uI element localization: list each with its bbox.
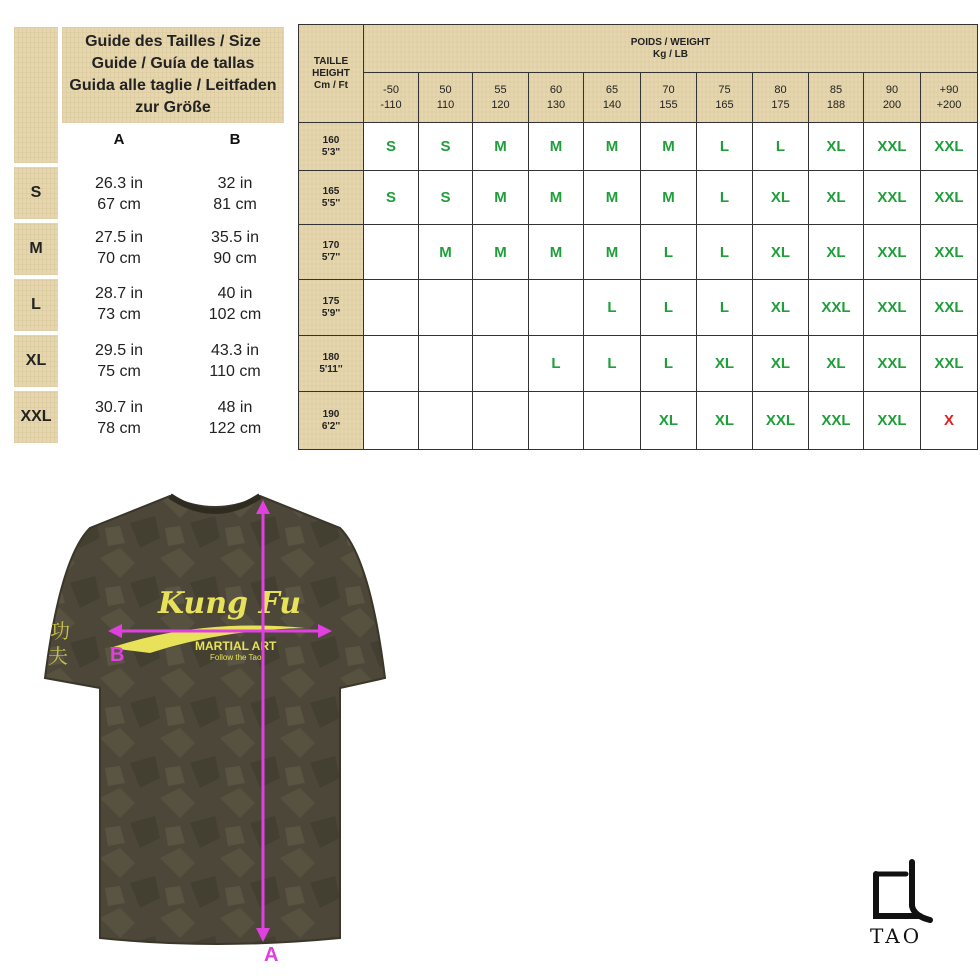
size-cell: XL: [809, 225, 864, 280]
size-cell: S: [419, 171, 473, 225]
guide-col-a-header: A: [113, 131, 125, 148]
print-tagline: Follow the Tao: [210, 653, 262, 662]
height-weight-table: [298, 24, 978, 450]
guide-b-value: 43.3 in 110 cm: [209, 342, 261, 380]
size-cell: XL: [753, 280, 809, 336]
size-cell: L: [641, 280, 697, 336]
guide-title-line: Guide des Tailles / Size: [85, 33, 261, 50]
size-cell: XXL: [864, 280, 921, 336]
size-guide: [14, 27, 284, 447]
size-cell: XL: [697, 392, 753, 450]
guide-size-label: M: [14, 223, 58, 275]
size-cell: S: [364, 123, 419, 171]
table-row: [299, 225, 978, 280]
size-cell: XXL: [921, 171, 978, 225]
size-cell: X: [921, 392, 978, 450]
weight-column-header: -50 -110: [364, 73, 419, 123]
size-cell: XXL: [921, 123, 978, 171]
weight-column-header: 85 188: [809, 73, 864, 123]
sleeve-glyph: 夫: [48, 644, 68, 668]
size-cell: M: [584, 123, 641, 171]
size-cell: L: [641, 225, 697, 280]
weight-header: POIDS / WEIGHT Kg / LB: [364, 25, 978, 73]
weight-column-header: +90 +200: [921, 73, 978, 123]
height-cell: 170 5'7'': [299, 225, 364, 280]
size-cell: M: [473, 171, 529, 225]
size-cell: L: [529, 336, 584, 392]
guide-b-value: 35.5 in 90 cm: [210, 229, 260, 267]
guide-size-label: XXL: [14, 391, 58, 443]
size-cell: M: [584, 225, 641, 280]
size-cell: L: [753, 123, 809, 171]
size-cell: M: [529, 171, 584, 225]
size-cell: XXL: [864, 225, 921, 280]
size-cell: M: [641, 171, 697, 225]
size-cell: [584, 392, 641, 450]
size-cell: XXL: [809, 392, 864, 450]
size-cell: [473, 392, 529, 450]
size-cell: [473, 336, 529, 392]
size-cell: [364, 280, 419, 336]
height-cell: 175 5'9'': [299, 280, 364, 336]
size-cell: XL: [753, 336, 809, 392]
table-row: [299, 171, 978, 225]
weight-column-header: 90 200: [864, 73, 921, 123]
size-cell: L: [697, 171, 753, 225]
size-cell: XL: [753, 171, 809, 225]
size-cell: M: [584, 171, 641, 225]
guide-size-label: L: [14, 279, 58, 331]
print-title: Kung Fu: [158, 586, 302, 621]
size-cell: M: [529, 123, 584, 171]
size-cell: XL: [641, 392, 697, 450]
size-cell: S: [419, 123, 473, 171]
guide-a-value: 29.5 in 75 cm: [94, 342, 144, 380]
measure-a-label: A: [264, 944, 279, 966]
logo-text: TAO: [870, 924, 923, 948]
size-cell: [364, 392, 419, 450]
guide-a-value: 26.3 in 67 cm: [94, 175, 144, 213]
height-cell: 165 5'5'': [299, 171, 364, 225]
size-cell: XXL: [921, 225, 978, 280]
size-cell: L: [697, 225, 753, 280]
guide-size-label: XL: [14, 335, 58, 387]
table-row: [299, 336, 978, 392]
guide-title-line: zur Größe: [135, 99, 211, 116]
size-cell: XXL: [864, 171, 921, 225]
weight-column-header: 60 130: [529, 73, 584, 123]
size-cell: XXL: [864, 392, 921, 450]
size-cell: XXL: [753, 392, 809, 450]
size-cell: L: [584, 336, 641, 392]
tshirt-image: [40, 488, 390, 968]
guide-a-value: 28.7 in 73 cm: [94, 285, 144, 323]
table-row: [299, 280, 978, 336]
size-cell: M: [641, 123, 697, 171]
size-cell: XL: [809, 171, 864, 225]
size-cell: L: [697, 280, 753, 336]
weight-column-header: 75 165: [697, 73, 753, 123]
weight-column-header: 70 155: [641, 73, 697, 123]
size-cell: [364, 225, 419, 280]
weight-column-header: 80 175: [753, 73, 809, 123]
size-cell: [364, 336, 419, 392]
guide-a-value: 27.5 in 70 cm: [94, 229, 144, 267]
table-row: [299, 392, 978, 450]
guide-b-value: 32 in 81 cm: [213, 175, 257, 213]
size-cell: M: [473, 123, 529, 171]
weight-column-header: 65 140: [584, 73, 641, 123]
guide-b-value: 48 in 122 cm: [208, 399, 262, 437]
height-header: TAILLE HEIGHT Cm / Ft: [299, 25, 364, 123]
height-cell: 160 5'3": [299, 123, 364, 171]
size-cell: M: [529, 225, 584, 280]
size-cell: [419, 336, 473, 392]
weight-column-header: 50 110: [419, 73, 473, 123]
tshirt-body: [45, 496, 385, 944]
size-cell: L: [641, 336, 697, 392]
size-cell: XXL: [809, 280, 864, 336]
size-cell: M: [473, 225, 529, 280]
size-cell: XXL: [864, 336, 921, 392]
size-cell: L: [584, 280, 641, 336]
height-cell: 190 6'2'': [299, 392, 364, 450]
guide-title-line: Guide / Guía de tallas: [91, 55, 255, 72]
guide-size-label: S: [14, 167, 58, 219]
print-sub: MARTIAL ART: [195, 639, 277, 653]
height-cell: 180 5'11'': [299, 336, 364, 392]
guide-b-value: 40 in 102 cm: [208, 285, 262, 323]
size-cell: [529, 392, 584, 450]
size-cell: [473, 280, 529, 336]
measure-b-label: B: [110, 644, 125, 666]
guide-a-value: 30.7 in 78 cm: [94, 399, 144, 437]
size-cell: [419, 280, 473, 336]
size-cell: XXL: [921, 336, 978, 392]
weight-column-header: 55 120: [473, 73, 529, 123]
size-cell: XXL: [921, 280, 978, 336]
size-cell: [529, 280, 584, 336]
guide-title: [62, 27, 284, 123]
size-cell: XL: [753, 225, 809, 280]
table-row: [299, 123, 978, 171]
guide-title-line: Guida alle taglie / Leitfaden: [69, 77, 277, 94]
size-cell: XL: [809, 336, 864, 392]
size-cell: XXL: [864, 123, 921, 171]
sleeve-glyph: 功: [50, 619, 70, 643]
guide-col-b-header: B: [229, 131, 241, 148]
size-cell: S: [364, 171, 419, 225]
size-cell: L: [697, 123, 753, 171]
size-cell: XL: [809, 123, 864, 171]
size-cell: XL: [697, 336, 753, 392]
size-cell: [419, 392, 473, 450]
guide-corner: [14, 27, 58, 163]
size-cell: M: [419, 225, 473, 280]
